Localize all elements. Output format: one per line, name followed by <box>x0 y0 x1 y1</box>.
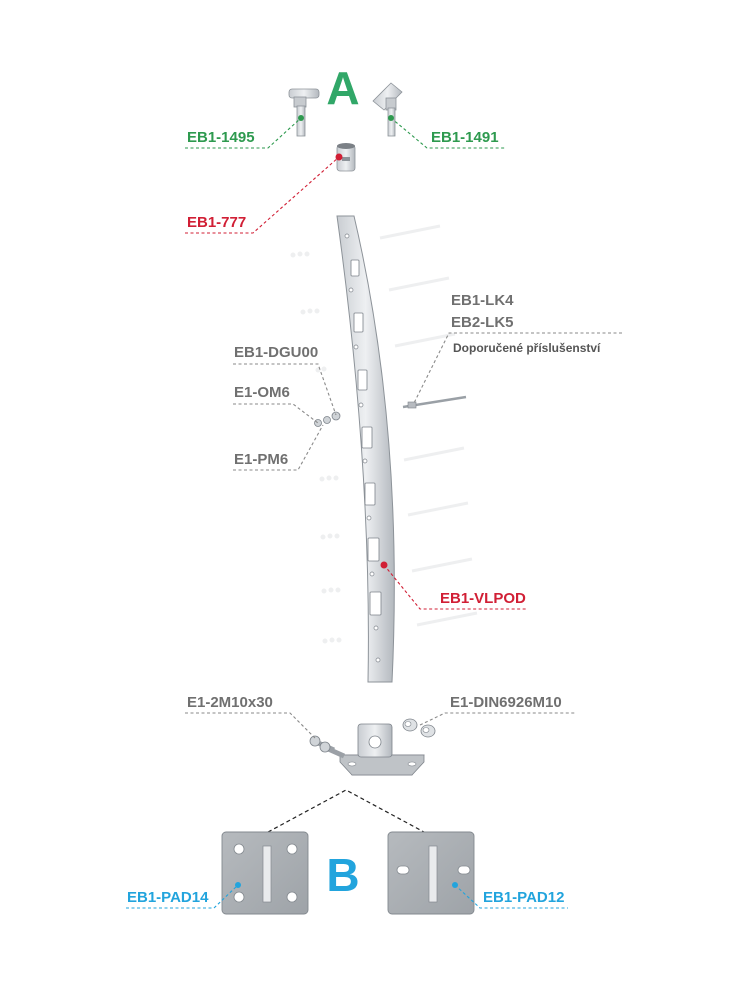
bolts <box>310 736 344 756</box>
base-bracket <box>340 724 424 775</box>
group-letter-b: B <box>326 849 360 901</box>
cap-nuts <box>403 719 435 737</box>
label-e1-2m10x30: E1-2M10x30 <box>187 694 273 711</box>
leader-e1-din6926m10 <box>420 713 575 725</box>
curved-post <box>337 216 394 682</box>
leader-e1-2m10x30 <box>185 713 315 738</box>
label-e1-din6926m10: E1-DIN6926M10 <box>450 694 562 711</box>
base-plate-pad14 <box>222 832 308 914</box>
label-eb1-777: EB1-777 <box>187 214 247 231</box>
accessory-rod <box>403 397 466 408</box>
label-recommended-accessories: Doporučené příslušenství <box>453 341 601 355</box>
group-connector-lines <box>268 790 424 832</box>
label-eb1-1495: EB1-1495 <box>187 129 255 146</box>
label-e1-pm6: E1-PM6 <box>234 451 289 468</box>
label-eb1-vlpod: EB1-VLPOD <box>440 590 526 607</box>
label-eb1-pad14: EB1-PAD14 <box>127 889 209 906</box>
base-plate-pad12 <box>388 832 474 914</box>
label-eb2-lk5: EB2-LK5 <box>451 314 514 331</box>
handrail-holder-t-part <box>289 89 319 136</box>
label-eb1-lk4: EB1-LK4 <box>451 292 514 309</box>
label-eb1-pad12: EB1-PAD12 <box>483 889 565 906</box>
label-eb1-dgu00: EB1-DGU00 <box>234 344 319 361</box>
group-letter-a: A <box>326 62 360 114</box>
leader-e1-om6 <box>233 404 318 423</box>
label-e1-om6: E1-OM6 <box>234 384 290 401</box>
label-eb1-1491: EB1-1491 <box>431 129 499 146</box>
handrail-holder-swivel-part <box>373 83 402 136</box>
